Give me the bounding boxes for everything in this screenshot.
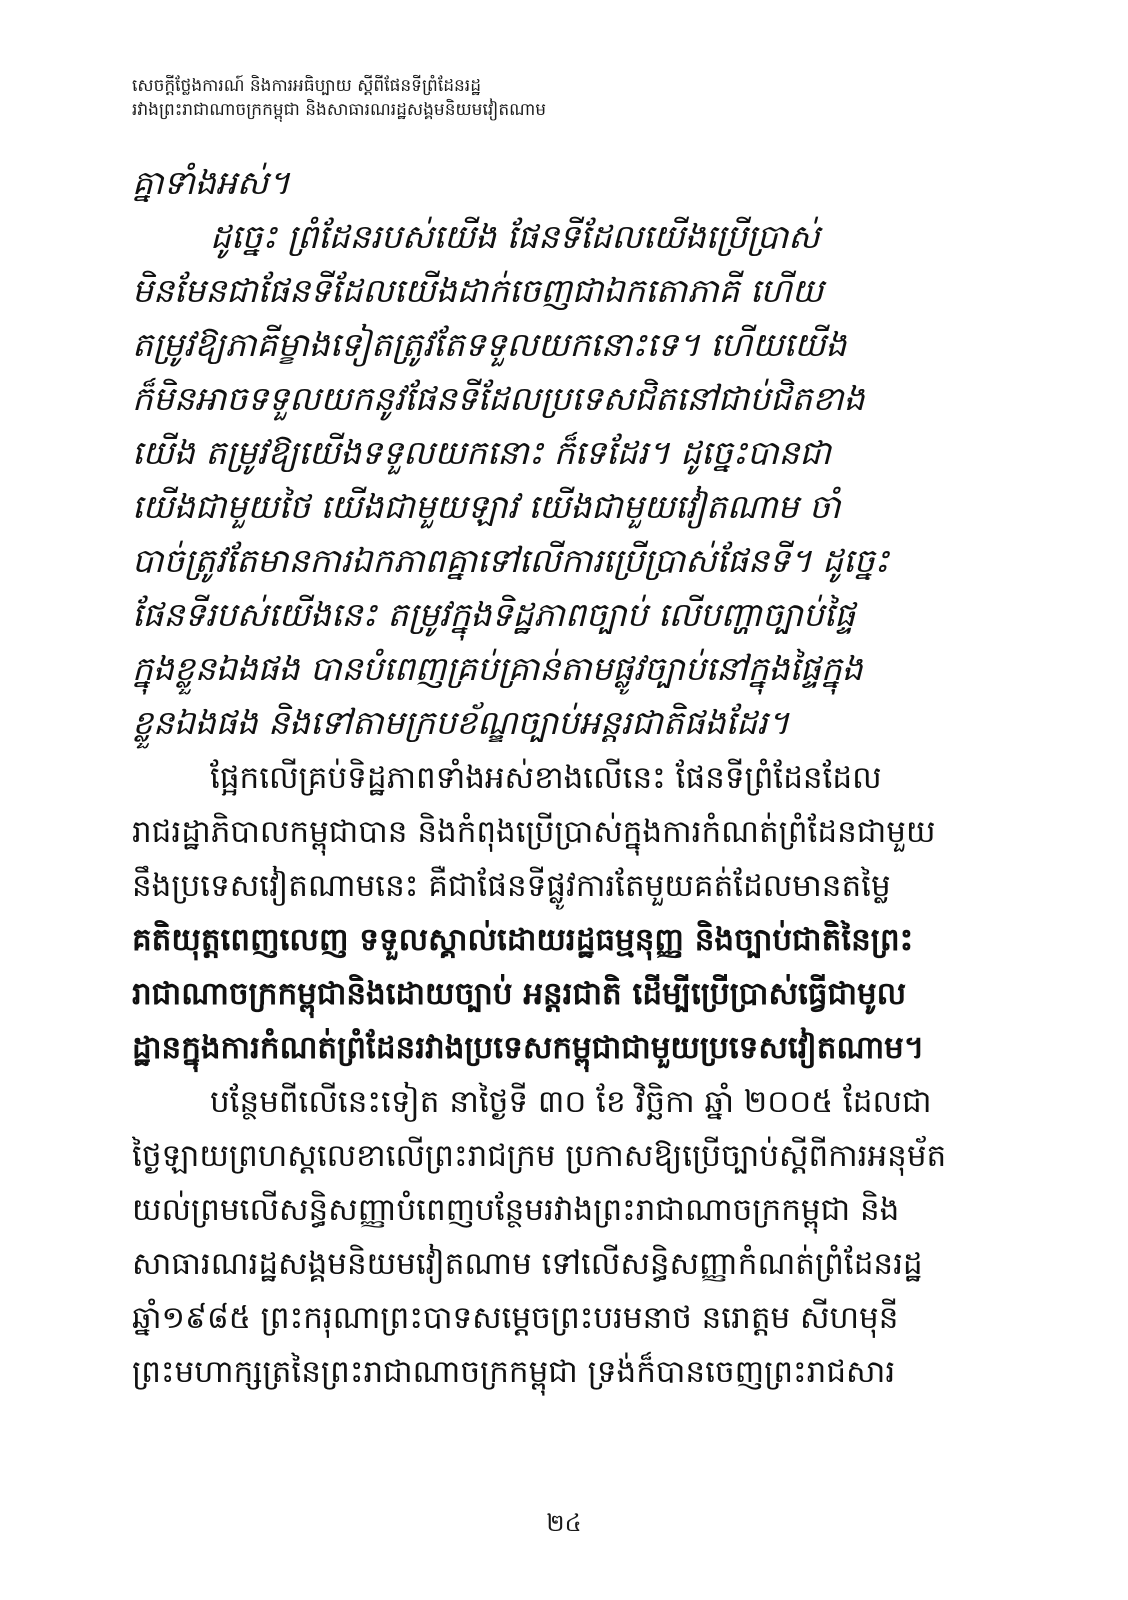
text-line: គ្នាទាំងអស់។ xyxy=(132,163,290,202)
text-line: បាច់ត្រូវតែមានការឯកភាពគ្នាទៅលើការប្រើប្រាស់ផែនទី។ ដូច្នេះ xyxy=(132,541,890,580)
running-header-line-1: សេចក្តីថ្លែងការណ៍ និងការអធិប្បាយ ស្តីពីផែនទីព្រំដែនរដ្ឋ xyxy=(132,76,481,96)
text-line: សាធារណរដ្ឋសង្គមនិយមវៀតណាម ទៅលើសន្ធិសញ្ញាកំណត់ព្រំដែនរដ្ឋ xyxy=(132,1245,923,1282)
text-line: យល់ព្រមលើសន្ធិសញ្ញាបំពេញបន្ថែមរវាងព្រះរាជាណាចក្រកម្ពុជា និង xyxy=(132,1191,900,1228)
text-line: ព្រះមហាក្សត្រនៃព្រះរាជាណាចក្រកម្ពុជា ទ្រង់ក៏បានចេញព្រះរាជសារ xyxy=(132,1353,896,1390)
text-line-bold: រាជាណាចក្រកម្ពុជានិងដោយច្បាប់ អន្តរជាតិ ដើម្បីប្រើប្រាស់ធ្វើជាមូល xyxy=(132,975,907,1012)
text-line: បន្ថែមពីលើនេះទៀត នាថ្ងៃទី ៣០ ខែ វិច្ឆិកា ឆ្នាំ ២០០៥ ដែលជា xyxy=(210,1083,932,1120)
running-header xyxy=(132,74,992,122)
text-line: មិនមែនជាផែនទីដែលយើងដាក់ចេញជាឯកតោភាគី ហើយ xyxy=(132,271,824,310)
text-line: តម្រូវឱ្យភាគីម្ខាងទៀតត្រូវតែទទួលយកនោះទេ។ ហើយយើង xyxy=(132,325,847,364)
text-line: ដូច្នេះ ព្រំដែនរបស់យើង ផែនទីដែលយើងប្រើប្រាស់ xyxy=(210,217,820,256)
text-line-bold: ដ្ឋានក្នុងការកំណត់ព្រំដែនរវាងប្រទេសកម្ពុជាជាមួយប្រទេសវៀតណាម។ xyxy=(132,1029,925,1066)
text-line: ថ្ងៃឡាយព្រហស្តលេខាលើព្រះរាជក្រម ប្រកាសឱ្យប្រើច្បាប់ស្តីពីការអនុម័ត xyxy=(132,1137,947,1174)
text-line: ឆ្នាំ១៩៨៥ ព្រះករុណាព្រះបាទសម្តេចព្រះបរមនាថ នរោត្តម សីហមុនី xyxy=(132,1299,899,1336)
text-line: ផ្អែកលើគ្រប់ទិដ្ឋភាពទាំងអស់ខាងលើនេះ ផែនទីព្រំដែនដែល xyxy=(210,759,882,796)
text-line: យើង តម្រូវឱ្យយើងទទួលយកនោះ ក៏ទេដែរ។ ដូច្នេះបានជា xyxy=(132,433,831,472)
text-line: ខ្លួនឯងផង និងទៅតាមក្របខ័ណ្ឌច្បាប់អន្តរជាតិផងដែរ។ xyxy=(132,703,790,742)
page-number: ២៤ xyxy=(546,1509,582,1537)
text-line: ផែនទីរបស់យើងនេះ តម្រូវក្នុងទិដ្ឋភាពច្បាប់ លើបញ្ហាច្បាប់ផ្ទៃ xyxy=(132,595,856,634)
running-header-line-2: រវាងព្រះរាជាណាចក្រកម្ពុជា និងសាធារណរដ្ឋសង្គមនិយមវៀតណាម xyxy=(132,100,547,120)
text-line-bold: គតិយុត្តពេញលេញ ទទួលស្គាល់ដោយរដ្ឋធម្មនុញ្ញ និងច្បាប់ជាតិនៃព្រះ xyxy=(132,921,914,958)
text-line: រាជរដ្ឋាភិបាលកម្ពុជាបាន និងកំពុងប្រើប្រាស់ក្នុងការកំណត់ព្រំដែនជាមួយ xyxy=(132,813,936,850)
text-line: យើងជាមួយថៃ យើងជាមួយឡាវ យើងជាមួយវៀតណាម ចាំ xyxy=(132,487,841,526)
body-text xyxy=(132,160,994,1402)
text-line: ក្នុងខ្លួនឯងផង បានបំពេញគ្រប់គ្រាន់តាមផ្លូវច្បាប់នៅក្នុងផ្ទៃក្នុង xyxy=(132,649,863,688)
text-line: នឹងប្រទេសវៀតណាមនេះ គឺជាផែនទីផ្លូវការតែមួយគត់ដែលមានតម្លៃ xyxy=(132,867,891,904)
text-line: ក៏មិនអាចទទួលយកនូវផែនទីដែលប្រទេសជិតនៅជាប់ជិតខាង xyxy=(132,379,865,418)
